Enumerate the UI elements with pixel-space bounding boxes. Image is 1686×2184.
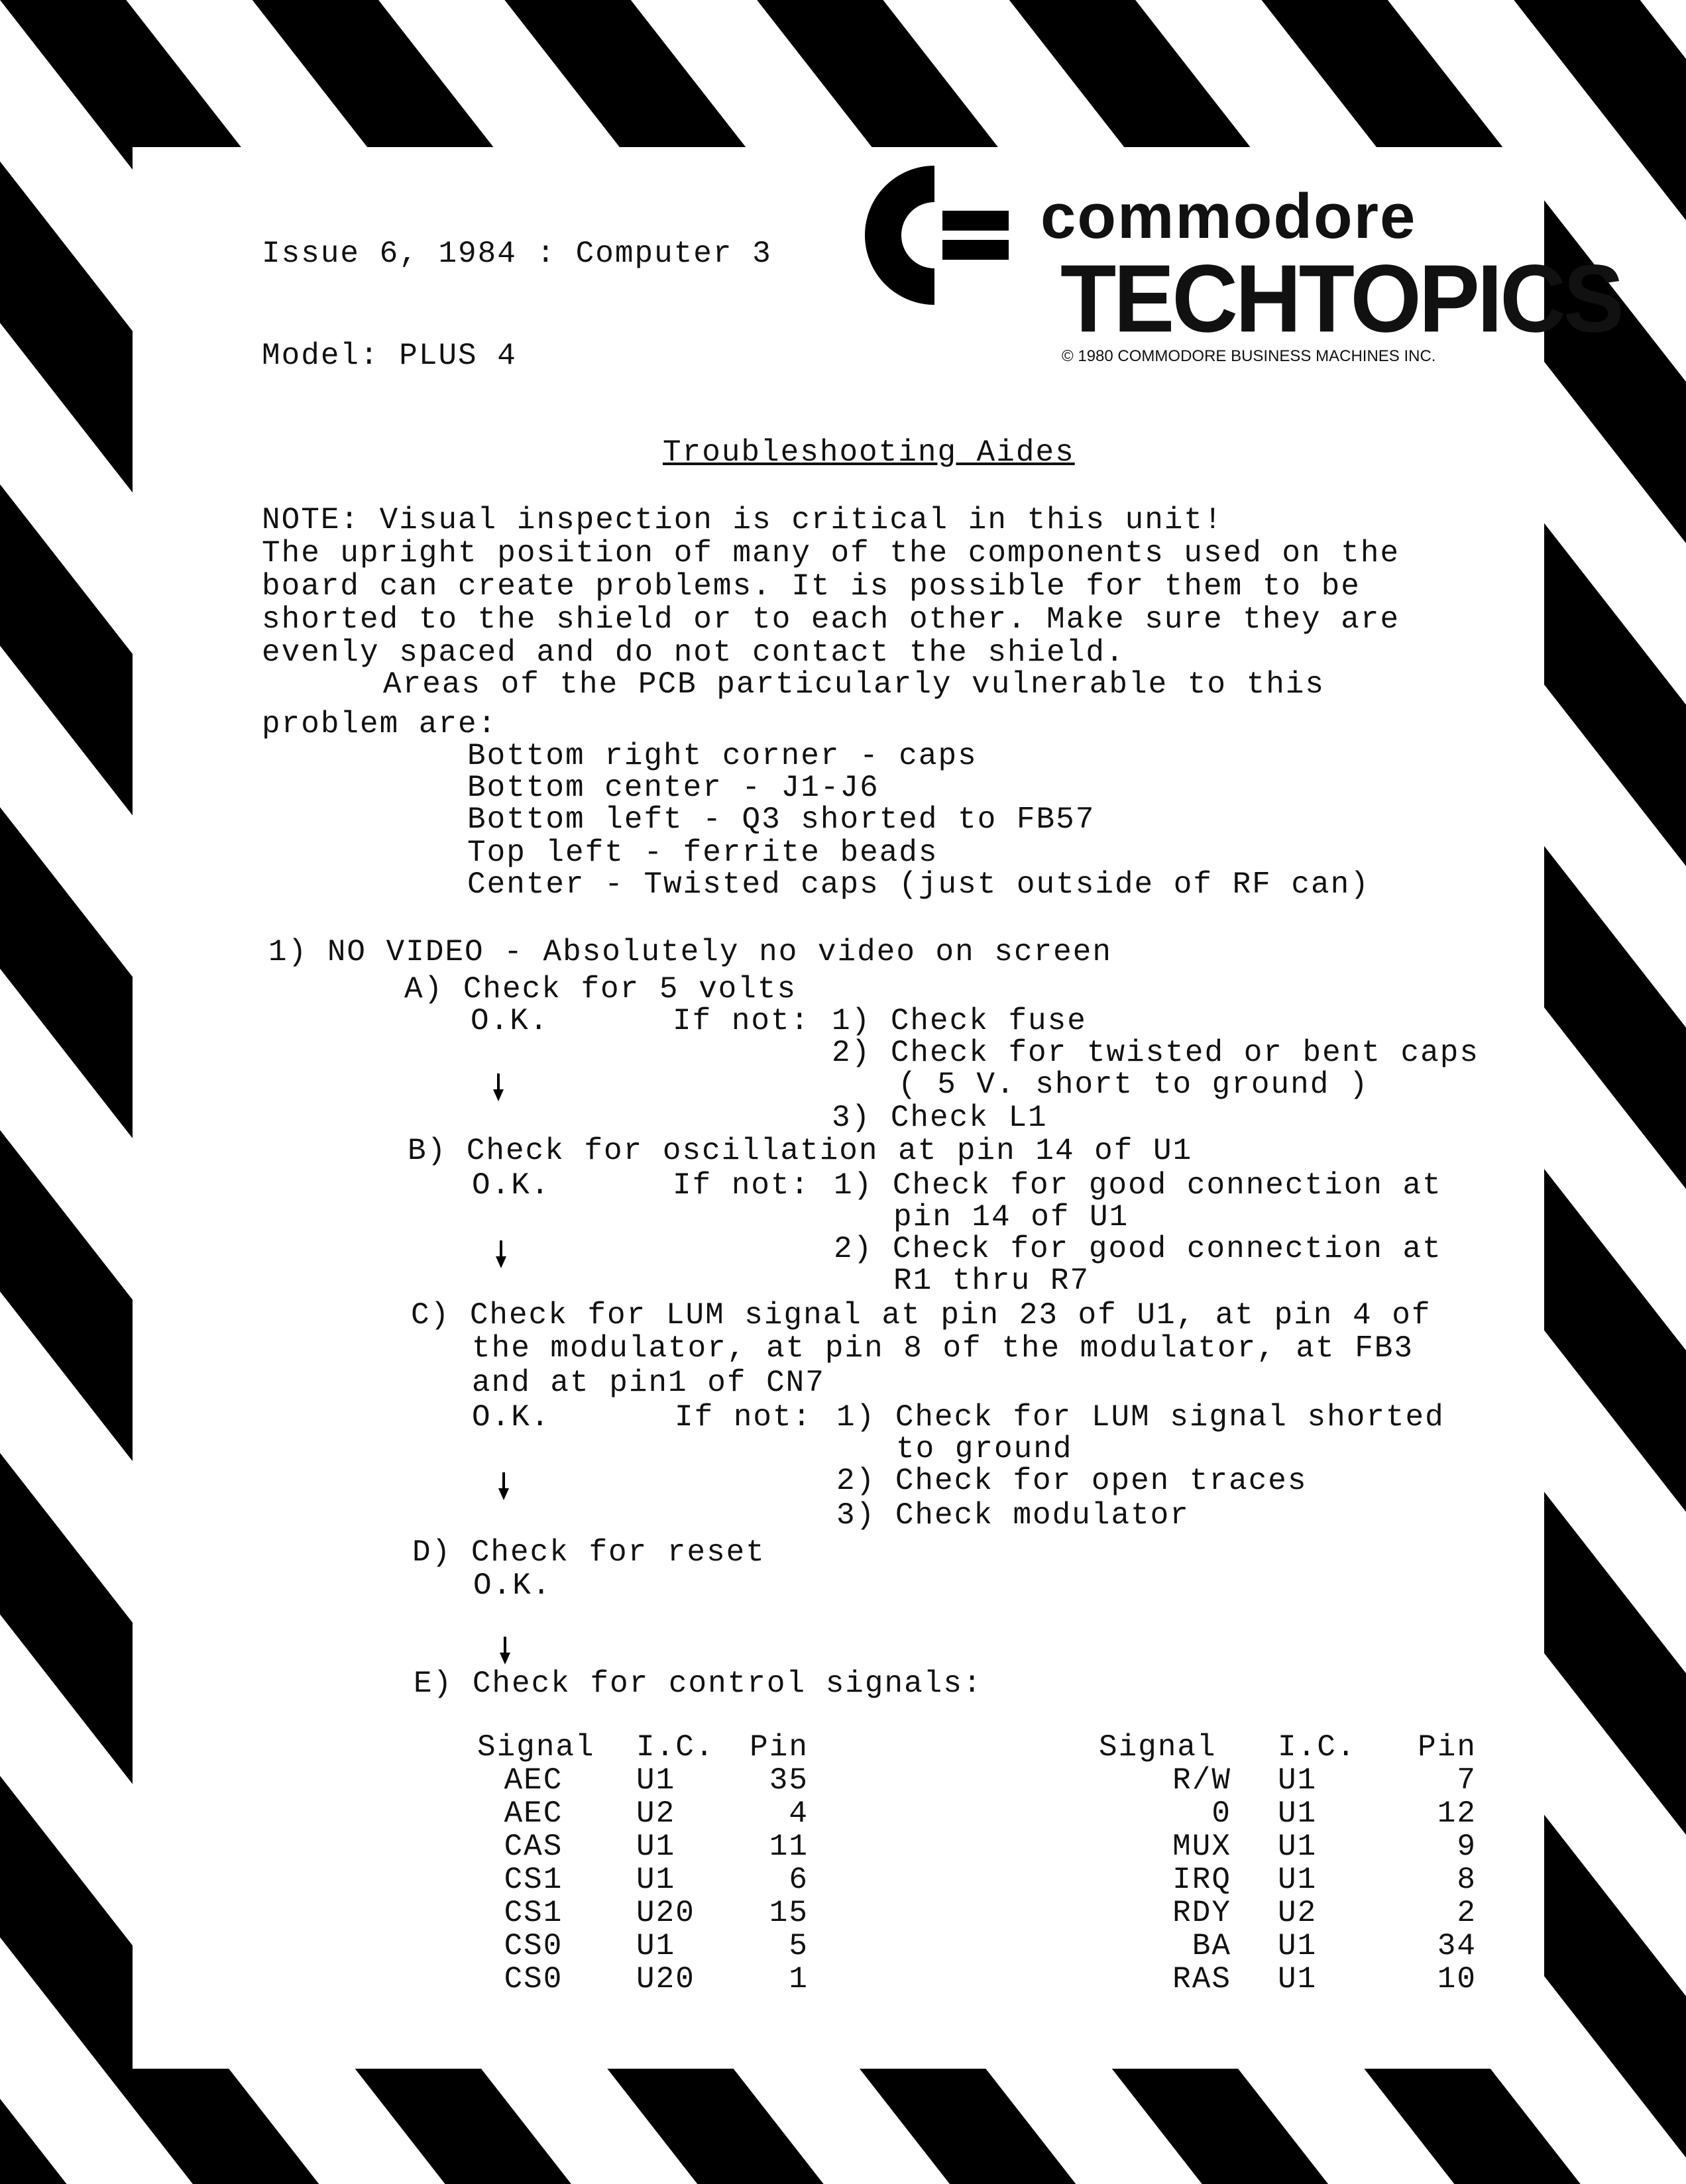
note-line: NOTE: Visual inspection is critical in this unit! [262,503,1223,537]
ic-cell: U1 [636,1829,676,1864]
step-e-label: E) Check for control signals: [414,1666,983,1701]
note-line: board can create problems. It is possible for them to be [262,569,1361,604]
step-c-label: C) Check for LUM signal at pin 23 of U1, at pin 4 of [411,1298,1432,1333]
signal-rows-left [477,1764,809,1996]
step-c-item: 3) Check modulator [836,1498,1190,1533]
step-a-item: 1) Check fuse [832,1004,1087,1038]
table-row [477,1797,809,1830]
table-row [477,1764,809,1797]
table-row [477,1963,809,1996]
ic-cell: U1 [636,1763,676,1798]
ic-cell: U1 [1278,1829,1318,1864]
pin-cell: 5 [789,1929,809,1963]
table-row [1099,1930,1477,1963]
pin-cell: 1 [789,1962,809,1996]
ic-cell: U1 [636,1929,676,1963]
step-a-item: 2) Check for twisted or bent caps [832,1036,1479,1070]
signal-table-left [477,1731,809,1996]
down-arrow-icon [497,1472,510,1502]
area-item: Bottom left - Q3 shorted to FB57 [467,802,1096,837]
pin-cell: 15 [769,1896,809,1930]
signal-cell: CS0 [504,1962,563,1996]
table-row [477,1863,809,1896]
table-row [1099,1797,1477,1830]
pin-cell: 9 [1457,1829,1477,1864]
table-row [477,1896,809,1930]
signal-cell: RDY [1172,1896,1231,1930]
pin-cell: 34 [1437,1929,1477,1963]
step-b-label: B) Check for oscillation at pin 14 of U1 [408,1134,1193,1168]
signal-table-right [1099,1731,1477,1996]
area-item: Top left - ferrite beads [467,836,938,870]
signal-cell: CS1 [504,1896,563,1930]
table-row [1099,1764,1477,1797]
down-arrow-icon [498,1637,512,1666]
ic-cell: U2 [1278,1896,1318,1930]
table-row [1099,1830,1477,1863]
ic-cell: U1 [636,1863,676,1897]
step-a-item: 3) Check L1 [832,1101,1048,1135]
col-header-signal: Signal [477,1730,595,1765]
brand-name: commodore [1040,181,1417,252]
signal-cell: CAS [504,1829,563,1864]
area-item: Center - Twisted caps (just outside of RF can) [467,867,1370,902]
col-header-ic: I.C. [636,1730,715,1765]
step-b-ok: O.K. [472,1168,551,1203]
col-header-signal: Signal [1099,1730,1217,1765]
signal-cell: AEC [504,1796,563,1831]
signal-cell: RAS [1172,1962,1231,1996]
ic-cell: U20 [636,1896,695,1930]
step-a-ok: O.K. [471,1004,549,1038]
signal-cell: CS1 [504,1863,563,1897]
ic-cell: U1 [1278,1962,1318,1996]
step-c-label: the modulator, at pin 8 of the modulator, at FB3 [472,1331,1414,1366]
step-c-item: 1) Check for LUM signal shorted [836,1400,1445,1435]
down-arrow-icon [494,1240,508,1270]
signal-cell: AEC [504,1763,563,1798]
commodore-c-icon [855,159,1021,311]
col-header-ic: I.C. [1278,1730,1357,1765]
step-b-item: 2) Check for good connection at [834,1232,1442,1266]
signal-cell: 0 [1211,1796,1231,1831]
area-item: Bottom center - J1-J6 [467,771,879,805]
step-d-label: D) Check for reset [412,1535,765,1570]
ic-cell: U1 [1278,1863,1318,1897]
step-c-ok: O.K. [472,1400,551,1435]
step-a-label: A) Check for 5 volts [404,972,797,1007]
section-heading: 1) NO VIDEO - Absolutely no video on screen [268,935,1112,969]
model-line: Model: PLUS 4 [262,339,517,373]
pin-cell: 8 [1457,1863,1477,1897]
step-a-item: ( 5 V. short to ground ) [898,1067,1369,1102]
signal-cell: IRQ [1172,1863,1231,1897]
pin-cell: 35 [769,1763,809,1798]
step-b-item: pin 14 of U1 [893,1200,1129,1234]
note-line: The upright position of many of the components used on the [262,536,1400,571]
pin-cell: 2 [1457,1896,1477,1930]
signal-cell: R/W [1172,1763,1231,1798]
col-header-pin: Pin [750,1730,809,1765]
note-line: Areas of the PCB particularly vulnerable to this [383,667,1325,702]
pin-cell: 6 [789,1863,809,1897]
table-row [1099,1863,1477,1896]
ic-cell: U20 [636,1962,695,1996]
table-row [477,1830,809,1863]
step-c-ifnot: If not: [675,1400,813,1435]
step-c-label: and at pin1 of CN7 [472,1366,825,1400]
issue-line: Issue 6, 1984 : Computer 3 [262,237,772,271]
pin-cell: 4 [789,1796,809,1831]
signal-cell: BA [1192,1929,1231,1963]
table-row [1099,1896,1477,1930]
page-title: Troubleshooting Aides [663,435,1075,470]
step-b-item: R1 thru R7 [893,1264,1090,1298]
copyright: © 1980 COMMODORE BUSINESS MACHINES INC. [1062,347,1436,365]
step-d-ok: O.K. [473,1568,552,1603]
signal-rows-right [1099,1764,1477,1996]
pin-cell: 7 [1457,1763,1477,1798]
step-a-ifnot: If not: [673,1004,811,1038]
note-line: evenly spaced and do not contact the shield. [262,635,1125,670]
ic-cell: U2 [636,1796,676,1831]
col-header-pin: Pin [1418,1730,1477,1765]
signal-cell: CS0 [504,1929,563,1963]
note-line: problem are: [262,707,498,741]
ic-cell: U1 [1278,1929,1318,1963]
product-name: TECHTOPICS [1060,245,1622,353]
step-c-item: to ground [896,1432,1073,1466]
step-b-ifnot: If not: [673,1168,811,1203]
signal-cell: MUX [1172,1829,1231,1864]
pin-cell: 11 [769,1829,809,1864]
step-b-item: 1) Check for good connection at [834,1168,1442,1203]
step-c-item: 2) Check for open traces [836,1464,1308,1498]
ic-cell: U1 [1278,1796,1318,1831]
table-row [1099,1963,1477,1996]
commodore-logo [855,154,1622,372]
down-arrow-icon [492,1073,505,1103]
pin-cell: 10 [1437,1962,1477,1996]
table-row [477,1930,809,1963]
ic-cell: U1 [1278,1763,1318,1798]
area-item: Bottom right corner - caps [467,739,978,773]
note-line: shorted to the shield or to each other. Make sure they are [262,602,1400,637]
pin-cell: 12 [1437,1796,1477,1831]
